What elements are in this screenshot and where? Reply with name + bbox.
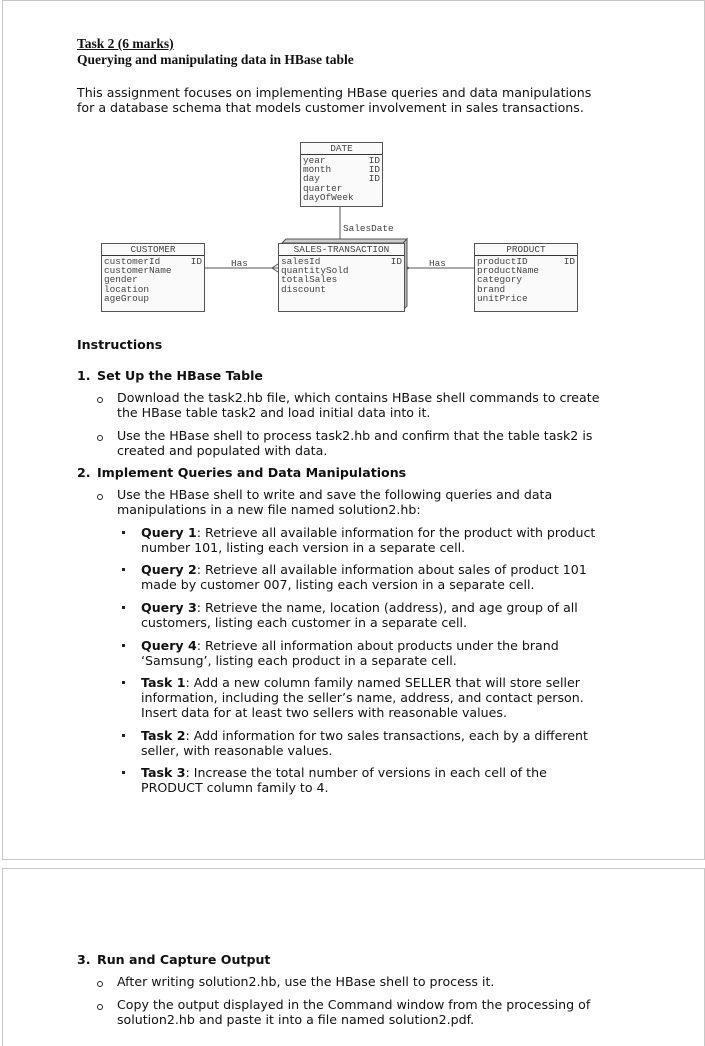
text-line: Use the HBase shell to write and save the following queries and data [117, 487, 553, 502]
task-item [141, 728, 588, 758]
entity-name: CUSTOMER [102, 244, 204, 256]
attribute-row [303, 193, 380, 202]
attribute-key: ID [190, 256, 202, 267]
item-key: Task 2 [141, 728, 186, 743]
s3-bullet-2 [117, 997, 590, 1027]
section-3-number: 3. [77, 952, 91, 967]
bullet-circle-icon [97, 1004, 103, 1010]
entity-name: PRODUCT [475, 244, 577, 256]
text-line: Use the HBase shell to process task2.hb and confirm that the table task2 is [117, 428, 593, 443]
attribute-name: month [303, 164, 332, 176]
instructions-heading: Instructions [77, 337, 163, 352]
item-text: number 101, listing each version in a separate cell. [141, 540, 466, 555]
item-key: Query 2 [141, 562, 197, 577]
intro-line: for a database schema that models customer involvement in sales transactions. [77, 100, 584, 115]
attribute-name: discount [281, 283, 327, 295]
task-item [141, 765, 547, 795]
attribute-name: productName [477, 265, 539, 277]
item-text: seller, with reasonable values. [141, 743, 333, 758]
text-line: manipulations in a new file named solution2.hb: [117, 502, 421, 517]
text-line: Copy the output displayed in the Command window from the processing of [117, 997, 591, 1012]
item-key: Query 3 [141, 600, 197, 615]
attribute-name: customerId [104, 256, 161, 267]
attribute-name: totalSales [281, 274, 338, 286]
attribute-name: quarter [303, 182, 343, 194]
text-line: created and populated with data. [117, 443, 328, 458]
item-text: : Retrieve all available information for the product with product [196, 525, 596, 540]
attribute-name: customerName [104, 265, 172, 277]
task-item [141, 675, 584, 720]
rel-salesdate-label: SalesDate [343, 223, 394, 234]
s1-bullet-2 [117, 428, 592, 458]
attribute-row [281, 285, 402, 294]
s2-bullet-1 [117, 487, 552, 517]
task-item [141, 525, 595, 555]
attribute-name: year [303, 155, 326, 166]
attribute-name: location [104, 283, 150, 295]
task-item [141, 562, 587, 592]
item-text: : Retrieve all available information about sales of product 101 [196, 562, 587, 577]
er-diagram [0, 0, 705, 320]
attribute-name: quantitySold [281, 265, 349, 277]
attribute-name: unitPrice [477, 292, 528, 304]
attribute-name: productID [477, 256, 528, 267]
task-item [141, 638, 559, 668]
rel-has-left-label: Has [231, 258, 248, 269]
attribute-name: dayOfWeek [303, 191, 354, 203]
text-line: the HBase table task2 and load initial data into it. [117, 405, 431, 420]
item-text: : Add information for two sales transactions, each by a different [185, 728, 588, 743]
bullet-circle-icon [97, 435, 103, 441]
s1-bullet-1 [117, 390, 599, 420]
text-line: solution2.hb and paste it into a file named solution2.pdf. [117, 1012, 475, 1027]
task-item [141, 600, 578, 630]
s3-bullet-1 [117, 974, 494, 989]
attribute-key: ID [368, 164, 380, 176]
item-text: : Retrieve the name, location (address), and age group of all [196, 600, 578, 615]
bullet-circle-icon [97, 494, 103, 500]
item-text: customers, listing each customer in a separate cell. [141, 615, 468, 630]
entity-date [300, 142, 383, 207]
attribute-name: category [477, 274, 523, 286]
bullet-square-icon [122, 606, 125, 609]
bullet-circle-icon [97, 397, 103, 403]
bullet-square-icon [122, 568, 125, 571]
attribute-row [477, 294, 575, 303]
section-1-title: Set Up the HBase Table [97, 368, 263, 383]
attribute-name: day [303, 173, 320, 185]
item-key: Task 3 [141, 765, 186, 780]
item-key: Task 1 [141, 675, 186, 690]
item-text: information, including the seller’s name, address, and contact person. [141, 690, 584, 705]
attribute-key: ID [390, 256, 402, 267]
section-2-title: Implement Queries and Data Manipulations [97, 465, 407, 480]
attribute-row [104, 294, 202, 303]
attribute-key: ID [563, 256, 575, 267]
bullet-square-icon [122, 681, 125, 684]
attribute-name: brand [477, 283, 506, 295]
attribute-key: ID [368, 155, 380, 166]
item-text: Insert data for at least two sellers with reasonable values. [141, 705, 507, 720]
item-text: made by customer 007, listing each version in a separate cell. [141, 577, 535, 592]
item-text: : Retrieve all information about products under the brand [196, 638, 559, 653]
intro-line: This assignment focuses on implementing HBase queries and data manipulations [77, 85, 592, 100]
entity-sales-transaction [278, 243, 405, 312]
rel-has-right-label: Has [429, 258, 446, 269]
entity-name: SALES-TRANSACTION [279, 244, 404, 256]
item-key: Query 1 [141, 525, 197, 540]
text-line: After writing solution2.hb, use the HBase shell to process it. [117, 974, 495, 989]
attribute-name: gender [104, 274, 138, 286]
item-key: Query 4 [141, 638, 197, 653]
section-1-number: 1. [77, 368, 91, 383]
bullet-square-icon [122, 644, 125, 647]
attribute-name: ageGroup [104, 292, 150, 304]
attribute-name: salesId [281, 256, 321, 267]
text-line: Download the task2.hb file, which contains HBase shell commands to create [117, 390, 600, 405]
item-text: : Increase the total number of versions in each cell of the [185, 765, 547, 780]
task-subtitle: Querying and manipulating data in HBase table [77, 52, 354, 67]
section-2-number: 2. [77, 465, 91, 480]
entity-name: DATE [301, 143, 382, 155]
item-text: PRODUCT column family to 4. [141, 780, 329, 795]
section-3-title: Run and Capture Output [97, 952, 271, 967]
bullet-square-icon [122, 734, 125, 737]
entity-customer [101, 243, 205, 312]
entity-product [474, 243, 578, 312]
item-text: : Add a new column family named SELLER that will store seller [185, 675, 580, 690]
bullet-circle-icon [97, 981, 103, 987]
bullet-square-icon [122, 531, 125, 534]
item-text: ‘Samsung’, listing each product in a separate cell. [141, 653, 457, 668]
task-title: Task 2 (6 marks) [77, 36, 174, 51]
attribute-key: ID [368, 173, 380, 185]
bullet-square-icon [122, 771, 125, 774]
